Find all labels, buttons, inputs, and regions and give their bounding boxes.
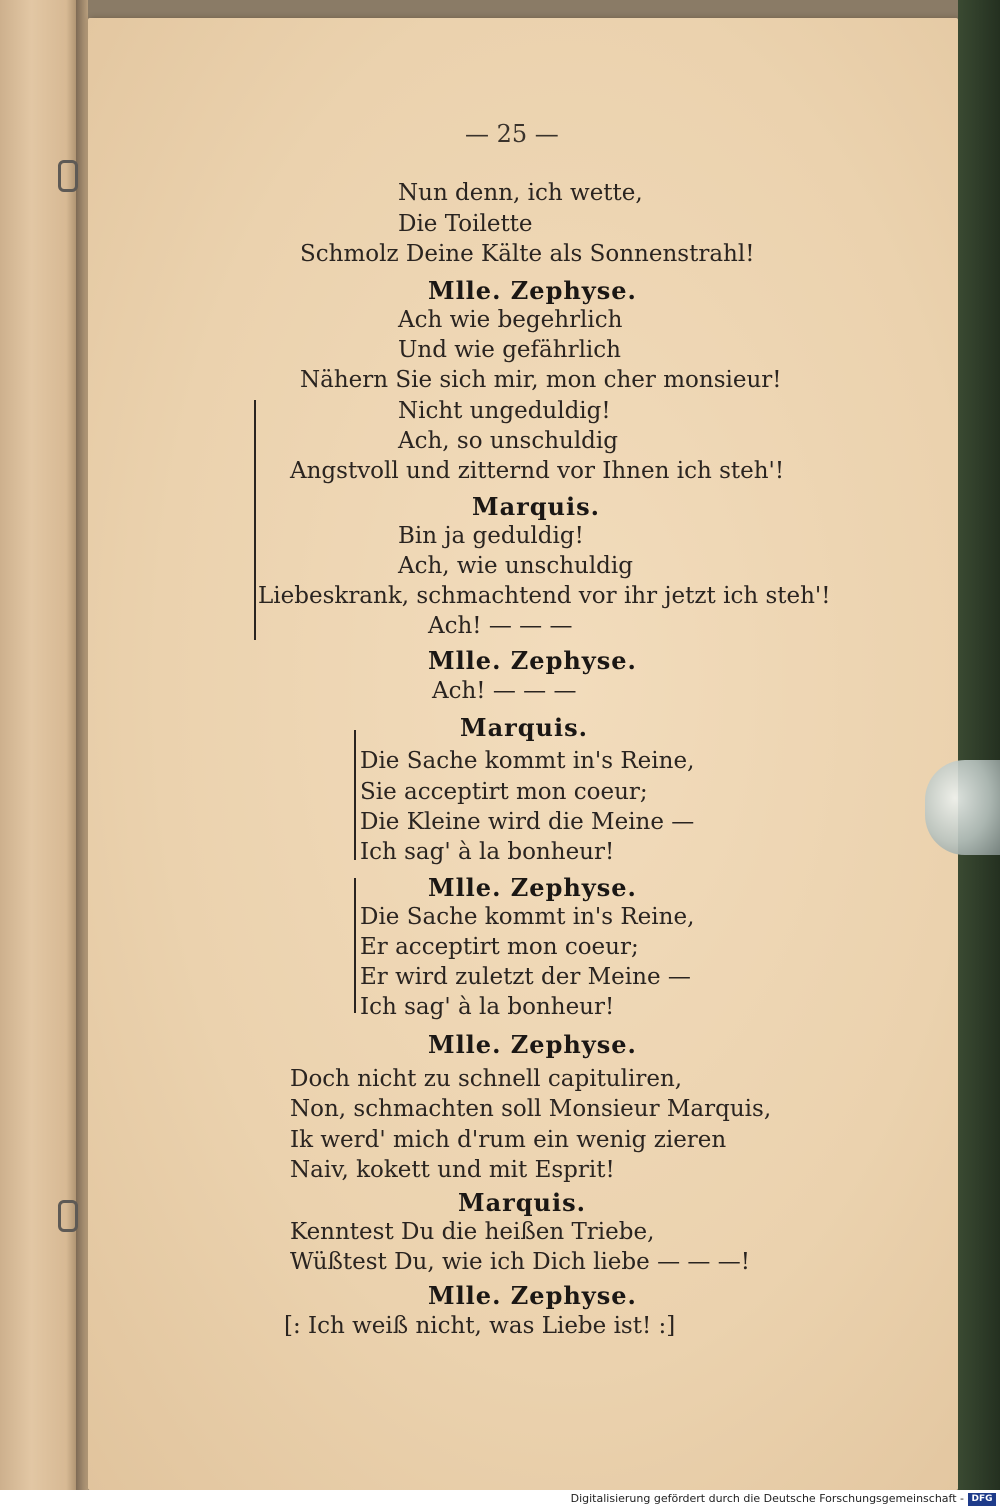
verse-line: Wüßtest Du, wie ich Dich liebe — — —! bbox=[290, 1249, 750, 1275]
verse-line: Nähern Sie sich mir, mon cher monsieur! bbox=[300, 367, 782, 393]
verse-line: Ach wie begehrlich bbox=[398, 307, 623, 333]
verse-line: Ich sag' à la bonheur! bbox=[360, 839, 615, 865]
verse-line: Ach! — — — bbox=[428, 613, 573, 639]
footer-credit: Digitalisierung gefördert durch die Deutsche Forschungsgemeinschaft - bbox=[570, 1492, 964, 1505]
verse-line: Bin ja geduldig! bbox=[398, 523, 584, 549]
page-number: — 25 — bbox=[465, 120, 559, 148]
speaker-label: Mlle. Zephyse. bbox=[428, 276, 637, 305]
verse-line: Er wird zuletzt der Meine — bbox=[360, 964, 691, 990]
speaker-label: Marquis. bbox=[458, 1188, 586, 1217]
verse-line: Die Kleine wird die Meine — bbox=[360, 809, 695, 835]
verse-line: Liebeskrank, schmachtend vor ihr jetzt ich steh'! bbox=[258, 583, 831, 609]
verse-line: Naiv, kokett und mit Esprit! bbox=[290, 1157, 615, 1183]
staple-top bbox=[58, 160, 78, 192]
verse-line: Ach, wie unschuldig bbox=[398, 553, 633, 579]
book-gutter bbox=[76, 0, 88, 1490]
verse-line: Ach, so unschuldig bbox=[398, 428, 618, 454]
verse-line: Angstvoll und zitternd vor Ihnen ich steh'! bbox=[290, 458, 785, 484]
verse-line: Sie acceptirt mon coeur; bbox=[360, 779, 648, 805]
staple-bottom bbox=[58, 1200, 78, 1232]
duet-bracket bbox=[354, 878, 364, 1013]
verse-line: Kenntest Du die heißen Triebe, bbox=[290, 1219, 655, 1245]
duet-bracket bbox=[254, 400, 264, 640]
dfg-logo: DFG bbox=[968, 1493, 996, 1506]
page-edge-shadow bbox=[958, 0, 1000, 1490]
page-clip bbox=[925, 760, 1000, 855]
verse-line: Doch nicht zu schnell capituliren, bbox=[290, 1066, 683, 1092]
speaker-label: Marquis. bbox=[472, 492, 600, 521]
speaker-label: Mlle. Zephyse. bbox=[428, 646, 637, 675]
verse-line: Nicht ungeduldig! bbox=[398, 398, 611, 424]
verse-line: Die Toilette bbox=[398, 211, 533, 237]
verse-line: Ach! — — — bbox=[432, 678, 577, 704]
verse-line: Ik werd' mich d'rum ein wenig zieren bbox=[290, 1127, 727, 1153]
verse-line: Und wie gefährlich bbox=[398, 337, 621, 363]
verse-line: Nun denn, ich wette, bbox=[398, 180, 643, 206]
speaker-label: Marquis. bbox=[460, 713, 588, 742]
verse-line: Non, schmachten soll Monsieur Marquis, bbox=[290, 1096, 772, 1122]
duet-bracket bbox=[354, 730, 364, 860]
verse-line: [: Ich weiß nicht, was Liebe ist! :] bbox=[284, 1313, 676, 1339]
speaker-label: Mlle. Zephyse. bbox=[428, 873, 637, 902]
speaker-label: Mlle. Zephyse. bbox=[428, 1030, 637, 1059]
left-page-edge bbox=[0, 0, 78, 1490]
verse-line: Schmolz Deine Kälte als Sonnenstrahl! bbox=[300, 241, 755, 267]
verse-line: Er acceptirt mon coeur; bbox=[360, 934, 639, 960]
verse-line: Die Sache kommt in's Reine, bbox=[360, 904, 695, 930]
speaker-label: Mlle. Zephyse. bbox=[428, 1281, 637, 1310]
verse-line: Ich sag' à la bonheur! bbox=[360, 994, 615, 1020]
verse-line: Die Sache kommt in's Reine, bbox=[360, 748, 695, 774]
